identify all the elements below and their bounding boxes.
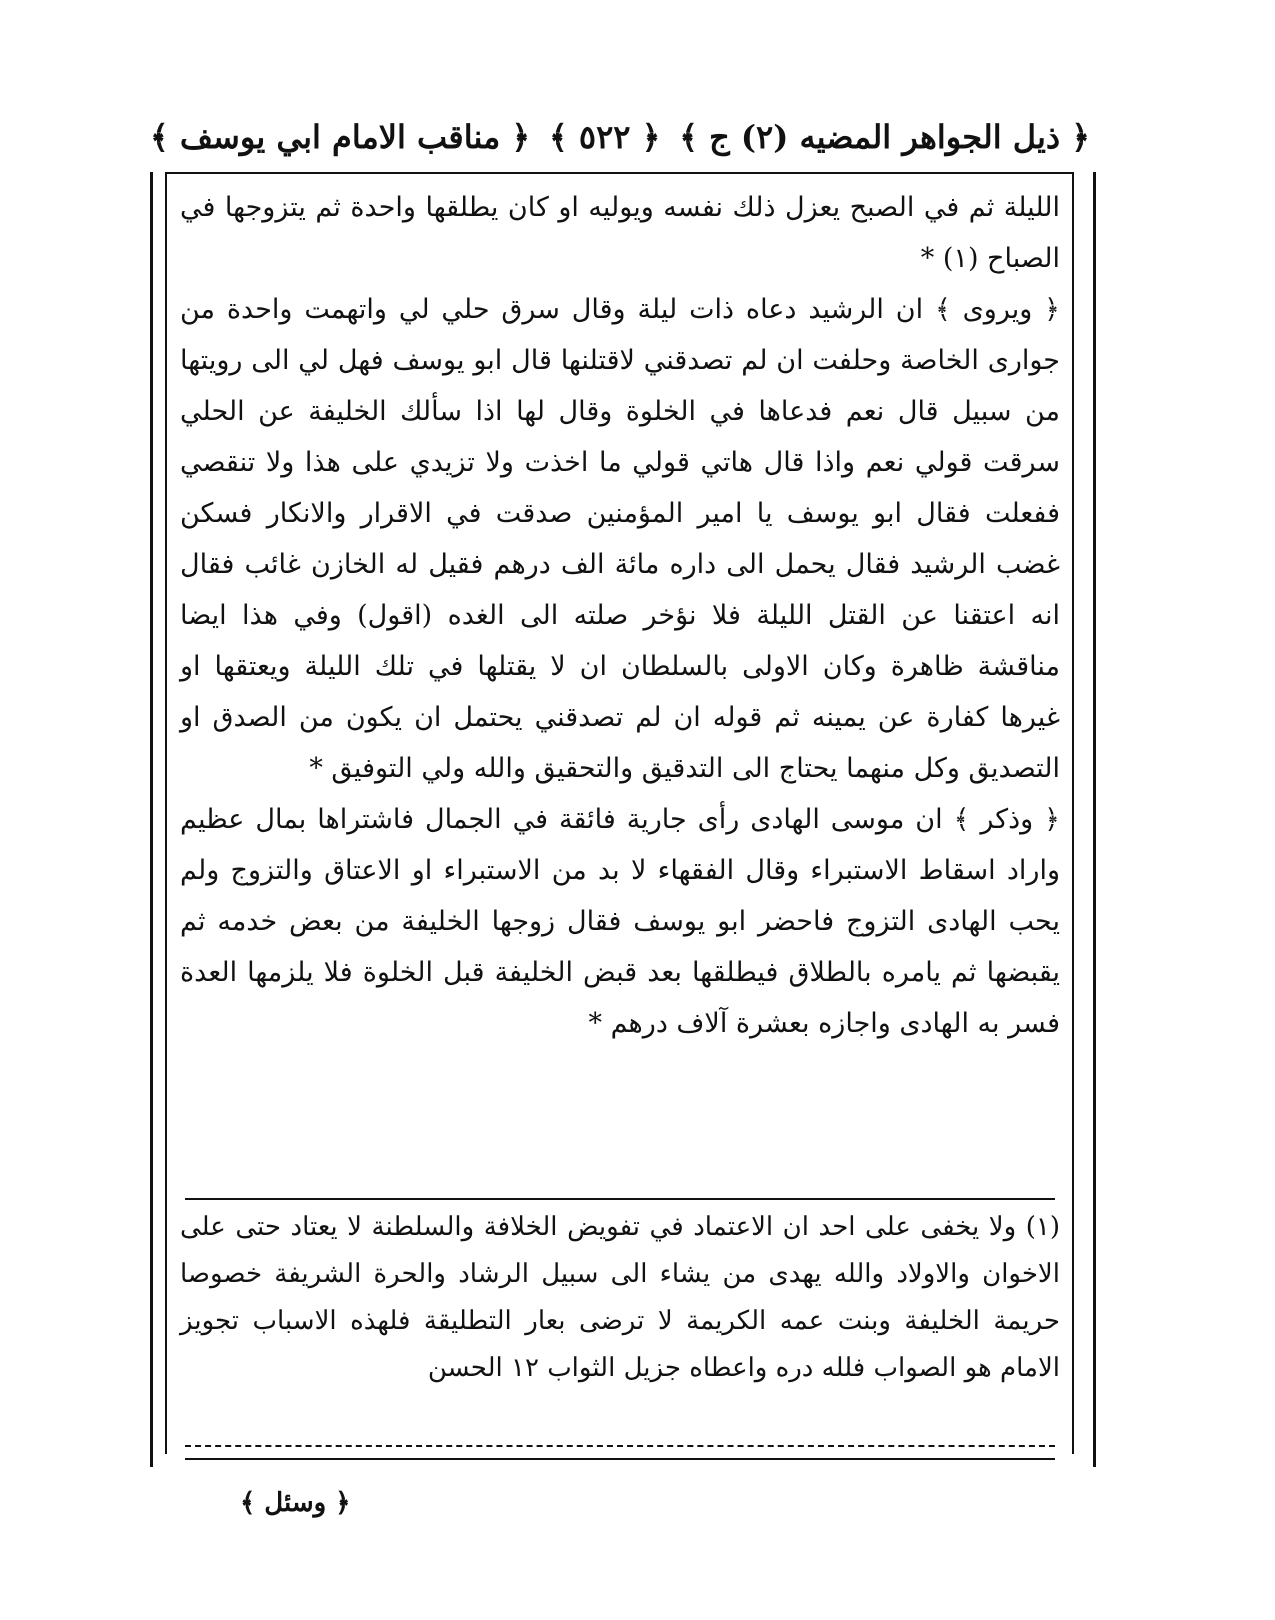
running-header [150, 112, 1090, 162]
footnote-text: (١) ولا يخفى على احد ان الاعتماد في تفويض الخلافة والسلطنة لا يعتاد حتى على الاخوان والاولاد والله يهدى من يشاء الى سبيل الرشاد والحرة الشريفة خصوصا حريمة الخليفة وبنت عمه الكريمة لا ترضى بعار التطليقة فلهذه الاسباب تجويز الامام هو الصواب فلله دره واعطاه جزيل الثواب ١٢ الحسن [180, 1212, 1060, 1383]
section-title: ﴿ مناقب الامام ابي يوسف ﴾ [150, 118, 531, 156]
book-title: ﴿ ذيل الجواهر المضيه (٢) ج ﴾ [679, 118, 1090, 156]
paragraph-2: ﴿ ويروى ﴾ ان الرشيد دعاه ذات ليلة وقال سرق حلي لي واتهمت واحدة من جوارى الخاصة وحلفت ان لم تصدقني لاقتلنها قال ابو يوسف فهل لي الى رويتها من سبيل قال نعم فدعاها في الخلوة وقال لها اذا سألك الخليفة عن الحلي سرقت قولي نعم واذا قال هاتي قولي ما اخذت ولا تزيدي على هذا ولا تنقصي ففعلت فقال ابو يوسف يا امير المؤمنين صدقت في الاقرار والانكار فسكن غضب الرشيد فقال يحمل الى داره مائة الف درهم فقيل له الخازن غائب فقال انه اعتقنا عن القتل الليلة فلا نؤخر صلته الى الغده (اقول) وفي هذا ايضا مناقشة ظاهرة وكان الاولى بالسلطان ان لا يقتلها في تلك الليلة ويعتقها او غيرها كفارة عن يمينه ثم قوله ان لم تصدقني يحتمل ان يكون من الصدق او التصديق وكل منهما يحتاج الى التدقيق والتحقيق والله ولي التوفيق * [180, 294, 1060, 784]
bottom-rule [185, 1458, 1055, 1460]
bottom-rule-dashed [185, 1445, 1055, 1447]
footnote [180, 1204, 1060, 1392]
paragraph-3: ﴿ وذكر ﴾ ان موسى الهادى رأى جارية فائقة في الجمال فاشتراها بمال عظيم واراد اسقاط الاستبراء وقال الفقهاء لا بد من الاستبراء او الاعتاق والتزوج ولم يحب الهادى التزوج فاحضر ابو يوسف فقال زوجها الخليفة من بعض خدمه ثم يقبضها ثم يامره بالطلاق فيطلقها بعد قبض الخليفة قبل الخلوة فلا يلزمها العدة فسر به الهادى واجازه بعشرة آلاف درهم * [180, 804, 1060, 1039]
catchword: ﴿ وسئل ﴾ [240, 1488, 351, 1518]
paragraph-1: الليلة ثم في الصبح يعزل ذلك نفسه ويوليه او كان يطلقها واحدة ثم يتزوجها في الصباح (١) * [180, 192, 1060, 274]
page-number: ﴿ ٥٢٢ ﴾ [549, 118, 661, 156]
main-text [180, 182, 1060, 1049]
footnote-separator [185, 1198, 1055, 1200]
